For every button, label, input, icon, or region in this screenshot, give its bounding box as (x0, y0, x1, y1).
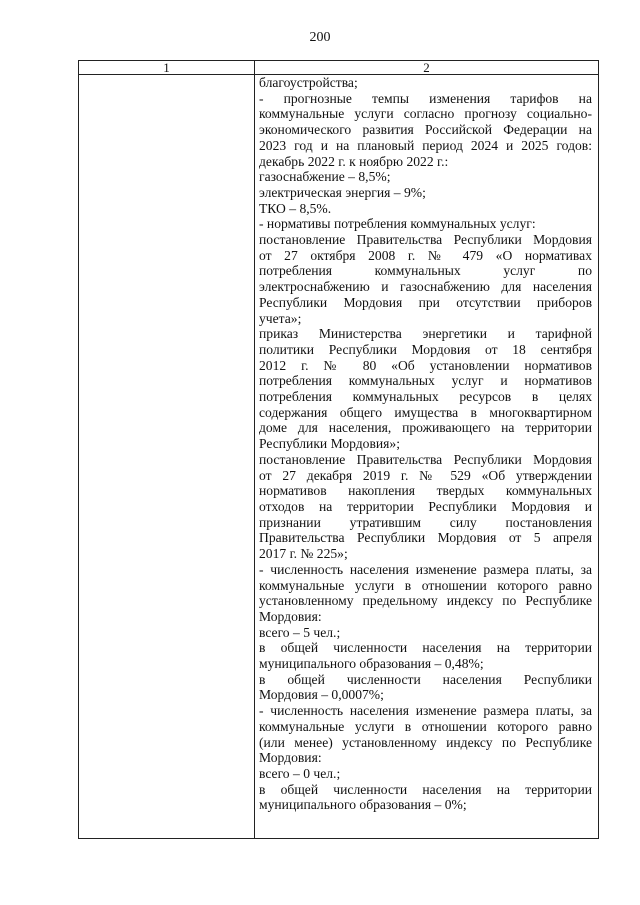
text-line: муниципального образования – 0%; (259, 797, 467, 813)
text-line: учета»; (259, 310, 302, 326)
text-line: Правительства Республики Мордовия от 5 апреля (259, 530, 592, 546)
text-line: Мордовия: (259, 750, 322, 766)
text-line: потребления коммунальных услуг и нормативов (259, 373, 592, 389)
text-line: приказ Министерства энергетики и тарифной (259, 326, 592, 342)
text-line: Мордовия: (259, 608, 322, 624)
text-line: нормативов накопления твердых коммунальных (259, 483, 592, 499)
text-line: коммунальные услуги в отношении которого равно (259, 577, 592, 593)
empty-cell-column-1 (79, 75, 255, 839)
document-table (78, 60, 599, 839)
text-line: доме для населения, проживающего на территории (259, 420, 592, 436)
text-line: - численность населения изменение размера платы, за (259, 561, 592, 577)
text-line: ТКО – 8,5%. (259, 200, 332, 216)
text-line: политики Республики Мордовия от 18 сентября (259, 341, 592, 357)
text-line: постановление Правительства Республики Мордовия (259, 232, 592, 248)
table-row (79, 75, 599, 839)
text-line: в общей численности населения на территории (259, 640, 592, 656)
text-line: постановление Правительства Республики Мордовия (259, 451, 592, 467)
text-line: 2012 г. № 80 «Об установлении нормативов (259, 357, 592, 373)
text-line: - прогнозные темпы изменения тарифов на (259, 90, 592, 106)
text-line: (или менее) установленному индексу по Республике (259, 734, 592, 750)
text-line: всего – 0 чел.; (259, 765, 341, 781)
text-line: содержания общего имущества в многоквартирном (259, 404, 592, 420)
text-line: Мордовия – 0,0007%; (259, 687, 384, 703)
text-line: коммунальные услуги согласно прогнозу социально- (259, 106, 592, 122)
text-cell-column-2 (255, 75, 599, 839)
column-header-2: 2 (255, 61, 599, 75)
table-header-row (79, 61, 599, 75)
text-line: электрическая энергия – 9%; (259, 184, 426, 200)
text-line: потребления коммунальных ресурсов в целях (259, 389, 592, 405)
text-line: - нормативы потребления коммунальных услуг: (259, 216, 536, 232)
text-line: всего – 5 чел.; (259, 624, 341, 640)
text-line: от 27 декабря 2019 г. № 529 «Об утверждении (259, 467, 592, 483)
text-line: установленному предельному индексу по Республике (259, 593, 592, 609)
text-line: коммунальные услуги в отношении которого равно (259, 718, 592, 734)
column-header-1: 1 (79, 61, 255, 75)
text-line: в общей численности населения Республики (259, 671, 592, 687)
text-line: в общей численности населения на территории (259, 781, 592, 797)
text-line: от 27 октября 2008 г. № 479 «О нормативах (259, 247, 592, 263)
text-line: благоустройства; (259, 75, 358, 90)
text-line: 2023 год и на плановый период 2024 и 2025 годов: (259, 137, 592, 153)
text-line: экономического развития Российской Федерации на (259, 122, 592, 138)
text-line: отходов на территории Республики Мордовия и (259, 498, 592, 514)
text-line: признании утратившим силу постановления (259, 514, 592, 530)
text-line: потребления коммунальных услуг по (259, 263, 592, 279)
page-number: 200 (309, 30, 331, 45)
text-line: декабрь 2022 г. к ноябрю 2022 г.: (259, 153, 449, 169)
text-line: - численность населения изменение размера платы, за (259, 703, 592, 719)
text-line: Республики Мордовия при отсутствии приборов (259, 294, 592, 310)
text-line: 2017 г. № 225»; (259, 546, 348, 562)
text-line: Республики Мордовия»; (259, 436, 400, 452)
text-line: муниципального образования – 0,48%; (259, 656, 484, 672)
text-line: электроснабжению и газоснабжению для населения (259, 279, 592, 295)
text-line: газоснабжение – 8,5%; (259, 169, 391, 185)
